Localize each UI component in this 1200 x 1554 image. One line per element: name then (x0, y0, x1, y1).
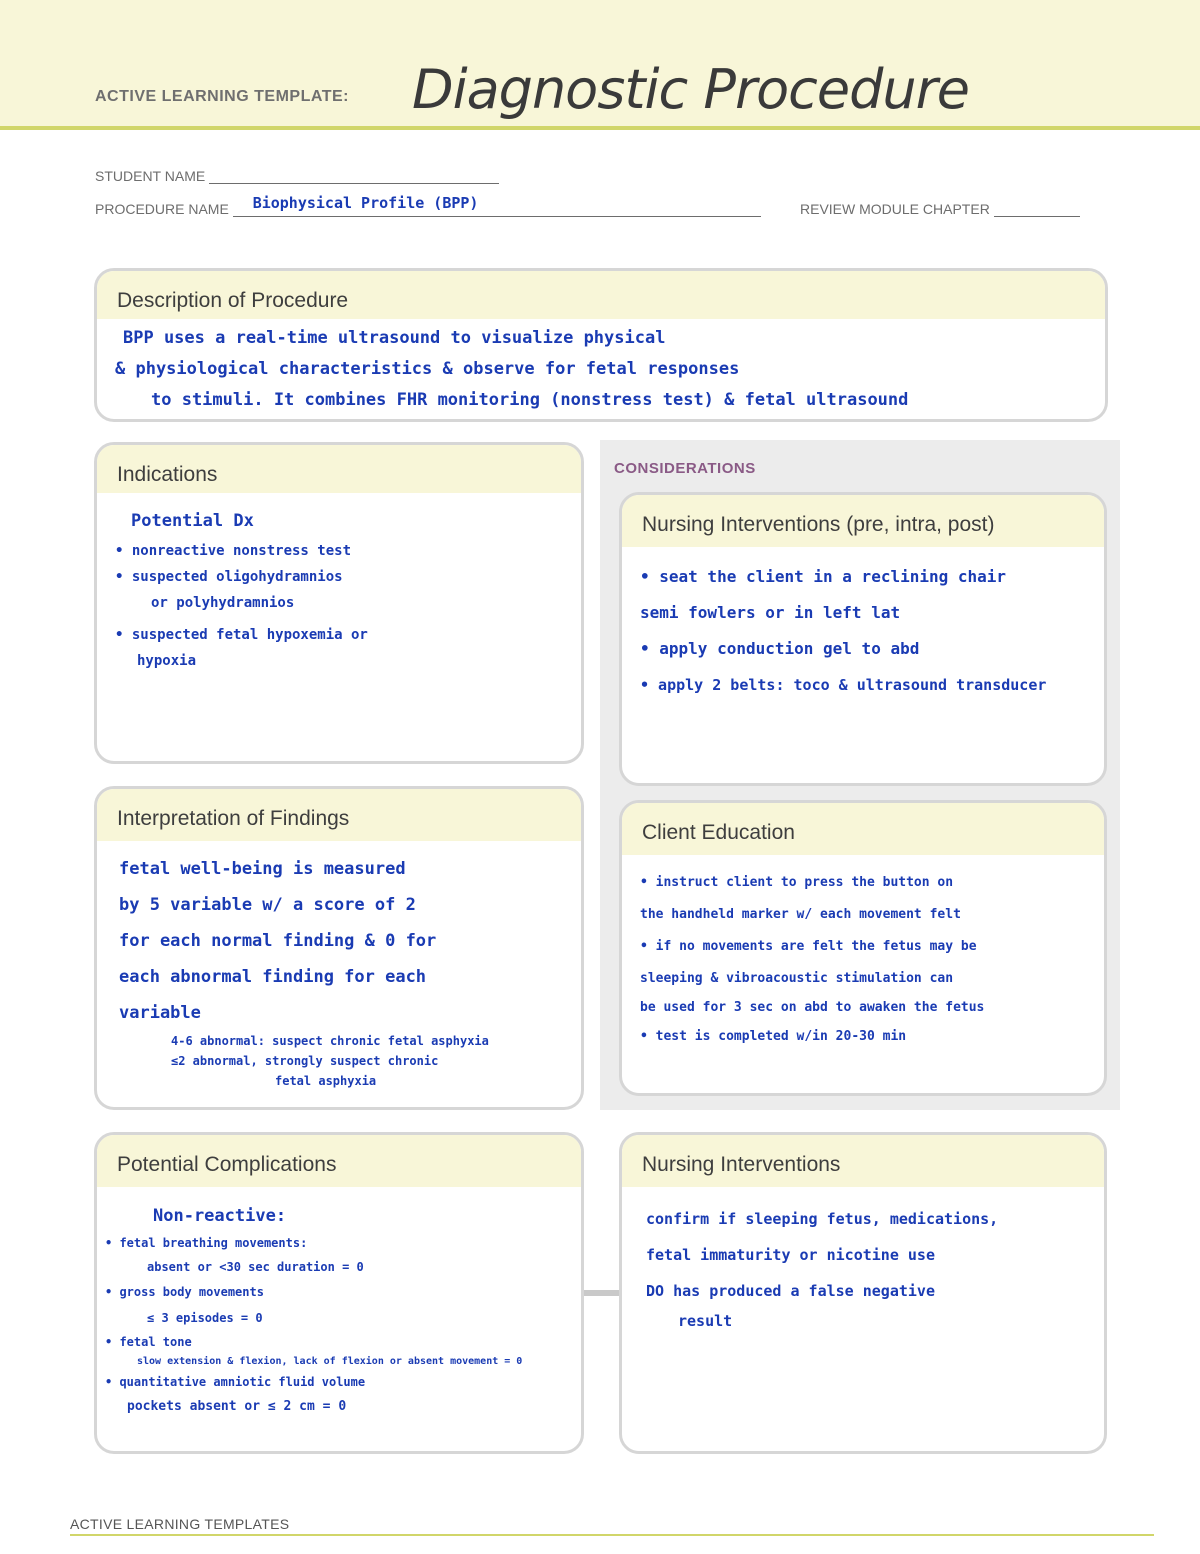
nursing-pre-title: Nursing Interventions (pre, intra, post) (622, 495, 1104, 547)
footer-rule (70, 1534, 1154, 1536)
client-education-line: • instruct client to press the button on (640, 875, 954, 890)
complications-box (94, 1132, 584, 1454)
nursing-pre-line: • apply 2 belts: toco & ultrasound transducer (640, 676, 1047, 694)
interpretation-line: fetal asphyxia (275, 1074, 377, 1088)
description-title: Description of Procedure (97, 271, 1105, 319)
indications-title: Indications (97, 445, 581, 493)
nursing-pre-line: • seat the client in a reclining chair (640, 567, 1007, 586)
interpretation-line: by 5 variable w/ a score of 2 (119, 895, 416, 915)
indications-body (97, 493, 581, 674)
procedure-name-field[interactable] (233, 194, 761, 217)
complications-line: • fetal breathing movements: (105, 1236, 308, 1250)
indications-line: hypoxia (137, 653, 197, 669)
considerations-label: CONSIDERATIONS (614, 460, 756, 477)
interpretation-body (97, 841, 581, 1091)
complications-line: • quantitative amniotic fluid volume (105, 1375, 366, 1389)
description-line: to stimuli. It combines FHR monitoring (nonstress test) & fetal ultrasound (151, 390, 909, 410)
description-line: BPP uses a real-time ultrasound to visualize physical (123, 328, 666, 348)
procedure-name-value: Biophysical Profile (BPP) (252, 194, 479, 212)
complications-title: Potential Complications (97, 1135, 581, 1187)
interpretation-box (94, 786, 584, 1110)
nursing-pre-line: semi fowlers or in left lat (640, 603, 901, 622)
interpretation-line: fetal well-being is measured (119, 859, 406, 879)
client-education-line: • if no movements are felt the fetus may be (640, 939, 977, 954)
student-name-label: STUDENT NAME (95, 168, 206, 184)
procedure-name-row (95, 194, 761, 217)
indications-line: Potential Dx (131, 511, 254, 531)
procedure-name-label: PROCEDURE NAME (95, 201, 229, 217)
indications-line: or polyhydramnios (151, 595, 295, 611)
interpretation-line: for each normal finding & 0 for (119, 931, 437, 951)
interpretation-line: variable (119, 1003, 201, 1023)
review-module-row (800, 200, 1080, 217)
complications-line: slow extension & flexion, lack of flexion or absent movement = 0 (137, 1356, 523, 1367)
indications-line: • suspected fetal hypoxemia or (115, 627, 368, 643)
student-name-row (95, 167, 499, 184)
description-box (94, 268, 1108, 422)
client-education-box (619, 800, 1107, 1096)
client-education-line: be used for 3 sec on abd to awaken the fetus (640, 1000, 985, 1015)
indications-line: • suspected oligohydramnios (115, 569, 343, 585)
review-module-field[interactable] (994, 200, 1080, 217)
nursing-pre-line: • apply conduction gel to abd (640, 639, 920, 658)
client-education-line: sleeping & vibroacoustic stimulation can (640, 971, 954, 986)
template-label: ACTIVE LEARNING TEMPLATE: (95, 88, 349, 105)
indications-box (94, 442, 584, 764)
interpretation-title: Interpretation of Findings (97, 789, 581, 841)
nursing-interventions-line: fetal immaturity or nicotine use (646, 1246, 935, 1264)
complications-body (97, 1187, 581, 1421)
client-education-line: • test is completed w/in 20-30 min (640, 1029, 907, 1044)
indications-line: • nonreactive nonstress test (115, 543, 352, 559)
footer-text: ACTIVE LEARNING TEMPLATES (70, 1516, 290, 1532)
nursing-pre-body (622, 547, 1104, 703)
complications-line: pockets absent or ≤ 2 cm = 0 (127, 1399, 347, 1414)
connector-bar (583, 1290, 621, 1296)
interpretation-line: ≤2 abnormal, strongly suspect chronic (171, 1054, 439, 1068)
nursing-interventions-box (619, 1132, 1107, 1454)
student-name-field[interactable] (209, 167, 499, 184)
complications-line: Non-reactive: (153, 1206, 287, 1226)
complications-line: • gross body movements (105, 1285, 264, 1299)
client-education-line: the handheld marker w/ each movement felt (640, 907, 961, 922)
nursing-interventions-title: Nursing Interventions (622, 1135, 1104, 1187)
page-title: Diagnostic Procedure (412, 58, 970, 121)
nursing-pre-box (619, 492, 1107, 786)
nursing-interventions-body (622, 1187, 1104, 1333)
nursing-interventions-line: result (678, 1312, 733, 1330)
description-body (97, 319, 1105, 416)
nursing-interventions-line: confirm if sleeping fetus, medications, (646, 1210, 999, 1228)
description-line: & physiological characteristics & observe for fetal responses (115, 359, 740, 379)
complications-line: ≤ 3 episodes = 0 (147, 1311, 263, 1325)
interpretation-line: each abnormal finding for each (119, 967, 427, 987)
interpretation-line: 4-6 abnormal: suspect chronic fetal asphyxia (171, 1034, 489, 1048)
nursing-interventions-line: DO has produced a false negative (646, 1282, 935, 1300)
complications-line: • fetal tone (105, 1335, 192, 1349)
complications-line: absent or <30 sec duration = 0 (147, 1260, 364, 1274)
client-education-body (622, 855, 1104, 1053)
client-education-title: Client Education (622, 803, 1104, 855)
review-module-label: REVIEW MODULE CHAPTER (800, 201, 990, 217)
